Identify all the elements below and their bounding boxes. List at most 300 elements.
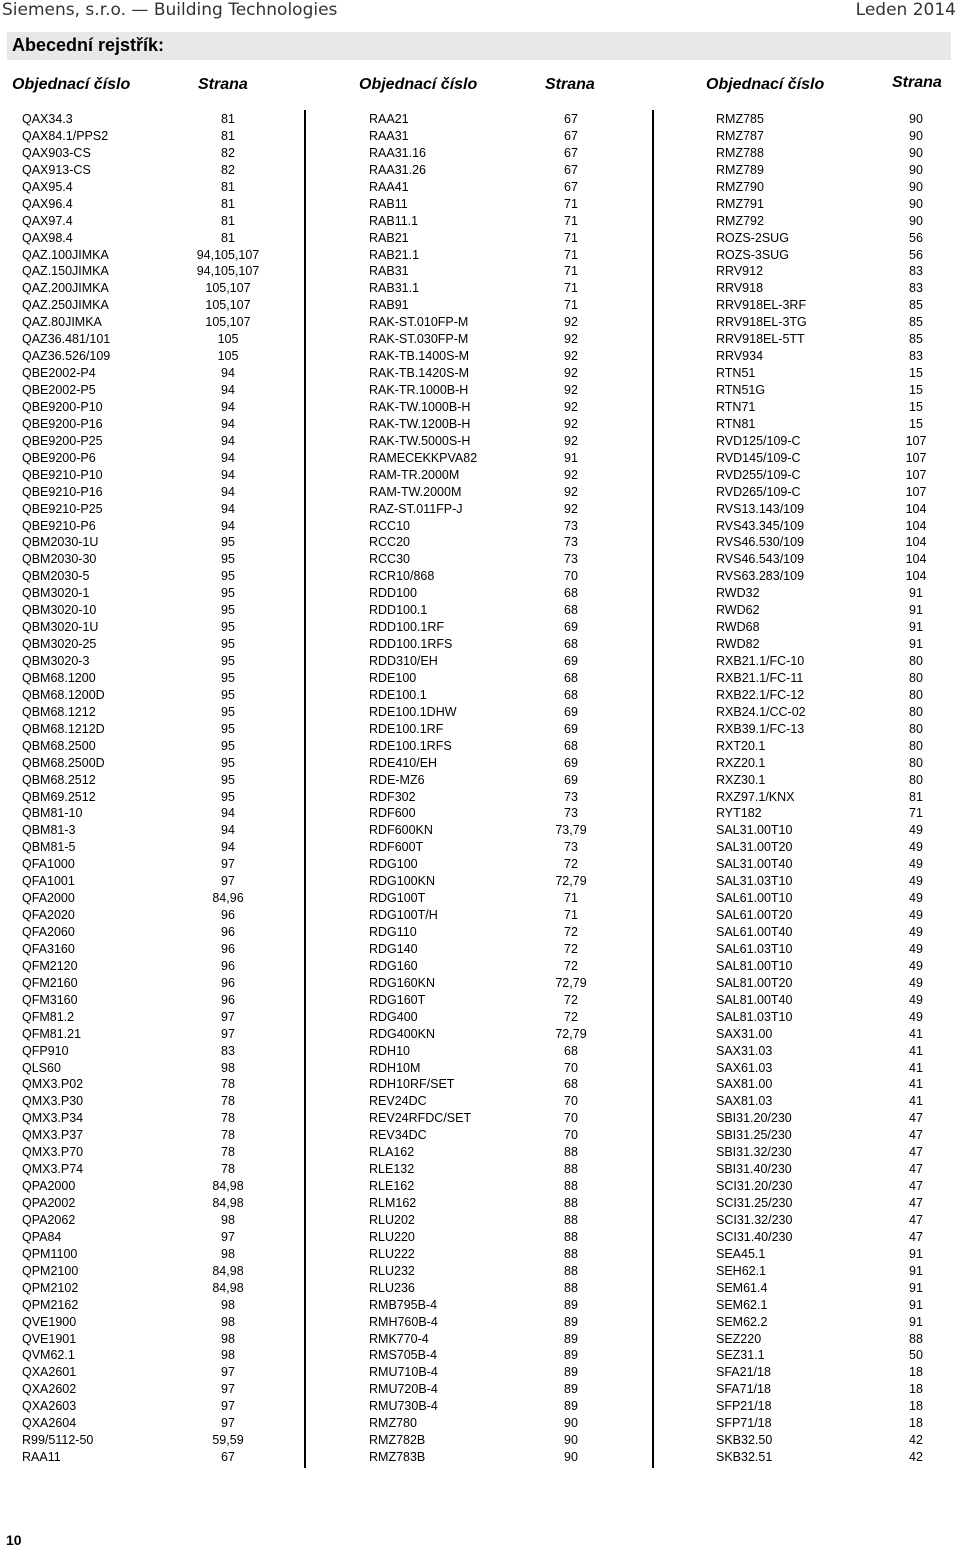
index-row	[369, 1144, 649, 1161]
index-column-1	[22, 111, 302, 1466]
page-reference: 41	[909, 1060, 923, 1075]
page-reference: 95	[221, 704, 235, 719]
index-row	[22, 1229, 302, 1246]
order-number: QPA84	[22, 1229, 62, 1244]
order-number: RRV918EL-3RF	[716, 298, 807, 313]
order-number: QFM2160	[22, 975, 78, 990]
order-number: QAX96.4	[22, 196, 73, 211]
index-row	[716, 1415, 956, 1432]
order-number: RDD100	[369, 586, 417, 601]
order-number: RRV934	[716, 349, 764, 364]
order-number: QBM3020-3	[22, 654, 90, 668]
index-row	[369, 331, 649, 348]
order-number: SFP21/18	[716, 1399, 772, 1414]
page-reference: 47	[909, 1162, 923, 1177]
page-reference: 95	[221, 620, 235, 635]
page-reference: 91	[909, 586, 923, 601]
order-number: QPM2102	[22, 1280, 79, 1295]
order-number: SAL81.00T20	[716, 975, 793, 990]
order-number: RDG100KN	[369, 874, 435, 889]
index-row	[369, 704, 649, 721]
order-number: RDE100.1DHW	[369, 704, 457, 719]
index-row	[22, 162, 302, 179]
page-reference: 67	[564, 128, 578, 143]
order-number: RTN51G	[716, 383, 766, 397]
order-number: RAK-ST.010FP-M	[369, 315, 469, 330]
order-number: RAM-TR.2000M	[369, 467, 460, 482]
order-number: SEZ220	[716, 1331, 762, 1346]
index-row	[716, 992, 956, 1009]
order-number: QMX3.P02	[22, 1077, 84, 1092]
page-reference: 84,98	[212, 1263, 244, 1278]
index-row	[22, 602, 302, 619]
page-reference: 88	[564, 1280, 578, 1295]
page-reference: 81	[221, 196, 235, 211]
index-row	[22, 1246, 302, 1263]
index-row	[716, 890, 956, 907]
order-number: RDG100T	[369, 891, 426, 906]
page-reference: 84,96	[212, 891, 244, 906]
index-row	[716, 1127, 956, 1144]
page-reference: 18	[909, 1399, 923, 1414]
order-number: QFA2060	[22, 925, 75, 939]
page-reference: 80	[909, 755, 923, 770]
index-row	[369, 1331, 649, 1348]
index-row	[716, 1314, 956, 1331]
page-reference: 81	[221, 213, 235, 228]
order-number: RLE132	[369, 1162, 415, 1177]
page-reference: 49	[909, 891, 923, 906]
page-reference: 42	[909, 1450, 923, 1465]
page-reference: 78	[221, 1111, 235, 1126]
order-number: QBM81-10	[22, 806, 83, 821]
column-header-page-2: Strana	[545, 76, 595, 93]
page-reference: 83	[909, 281, 923, 296]
page-reference: 92	[564, 315, 578, 330]
order-number: SEM61.4	[716, 1280, 768, 1295]
index-row	[716, 365, 956, 382]
index-row	[22, 1043, 302, 1060]
index-row	[22, 1009, 302, 1026]
order-number: QAZ36.526/109	[22, 349, 111, 364]
order-number: RDG400	[369, 1009, 418, 1024]
index-row	[716, 551, 956, 568]
index-row	[369, 1415, 649, 1432]
order-number: QMX3.P74	[22, 1162, 84, 1177]
order-number: RAB21.1	[369, 247, 420, 262]
index-row	[22, 213, 302, 230]
page-reference: 68	[564, 586, 578, 601]
index-row	[22, 890, 302, 907]
page-reference: 97	[221, 1382, 235, 1397]
index-row	[369, 1043, 649, 1060]
index-row	[716, 1212, 956, 1229]
order-number: QMX3.P70	[22, 1145, 84, 1160]
page-reference: 94	[221, 840, 235, 855]
index-row	[716, 1093, 956, 1110]
order-number: SAX81.03	[716, 1094, 773, 1109]
page-reference: 78	[221, 1162, 235, 1177]
page-reference: 95	[221, 535, 235, 550]
index-row	[22, 1026, 302, 1043]
order-number: SAL61.00T10	[716, 891, 793, 906]
order-number: RDG100	[369, 857, 418, 872]
index-row	[369, 1297, 649, 1314]
index-row	[369, 1263, 649, 1280]
index-row	[716, 450, 956, 467]
index-row	[22, 1161, 302, 1178]
page-reference: 80	[909, 721, 923, 736]
order-number: RXB24.1/CC-02	[716, 704, 806, 719]
order-number: SBI31.20/230	[716, 1111, 792, 1126]
page-reference: 69	[564, 721, 578, 736]
order-number: RRV918EL-3TG	[716, 315, 807, 330]
page-reference: 67	[564, 179, 578, 194]
page-reference: 49	[909, 857, 923, 872]
order-number: QXA2604	[22, 1416, 77, 1431]
index-row	[369, 518, 649, 535]
order-number: RXT20.1	[716, 738, 766, 753]
order-number: QAZ.250JIMKA	[22, 298, 109, 313]
index-row	[369, 1212, 649, 1229]
page-reference: 18	[909, 1416, 923, 1431]
index-row	[22, 1347, 302, 1364]
index-row	[369, 1449, 649, 1466]
page-reference: 69	[564, 755, 578, 770]
index-row	[716, 1060, 956, 1077]
index-row	[22, 111, 302, 128]
page-reference: 96	[221, 975, 235, 990]
page-reference: 97	[221, 1009, 235, 1024]
order-number: RXB22.1/FC-12	[716, 687, 805, 702]
index-row	[369, 805, 649, 822]
index-row	[716, 1297, 956, 1314]
order-number: QBM68.1212	[22, 704, 96, 719]
index-row	[716, 1009, 956, 1026]
order-number: QPA2062	[22, 1212, 76, 1227]
order-number: SAL81.00T40	[716, 992, 793, 1007]
page-reference: 78	[221, 1145, 235, 1160]
index-row	[369, 501, 649, 518]
order-number: QAZ.150JIMKA	[22, 264, 109, 279]
order-number: RLA162	[369, 1145, 415, 1160]
order-number: RWD62	[716, 603, 760, 618]
order-number: RDG160T	[369, 992, 426, 1007]
index-row	[716, 297, 956, 314]
index-row	[22, 263, 302, 280]
order-number: RAK-TB.1400S-M	[369, 349, 470, 364]
page-reference: 73	[564, 518, 578, 533]
index-row	[716, 263, 956, 280]
page-reference: 105	[217, 349, 239, 364]
page-reference: 94	[221, 366, 235, 381]
page-reference: 94	[221, 416, 235, 431]
order-number: QBM68.2500D	[22, 755, 105, 770]
order-number: QBE9210-P16	[22, 484, 103, 499]
page-reference: 95	[221, 687, 235, 702]
index-row	[369, 670, 649, 687]
order-number: QBM68.2500	[22, 738, 96, 753]
page-reference: 104	[905, 569, 927, 584]
index-row	[22, 1381, 302, 1398]
page-reference: 88	[564, 1196, 578, 1210]
order-number: RMU730B-4	[369, 1399, 438, 1414]
index-row	[716, 484, 956, 501]
index-row	[716, 602, 956, 619]
index-row	[369, 162, 649, 179]
page-reference: 88	[564, 1246, 578, 1261]
page-reference: 73	[564, 806, 578, 821]
page-reference: 94	[221, 383, 235, 397]
index-row	[369, 772, 649, 789]
order-number: RRV912	[716, 264, 764, 279]
page-reference: 97	[221, 1365, 235, 1380]
page-reference: 91	[564, 450, 578, 465]
page-reference: 85	[909, 298, 923, 313]
order-number: SAX31.03	[716, 1043, 773, 1058]
index-row	[369, 975, 649, 992]
page-reference: 88	[564, 1263, 578, 1278]
order-number: QMX3.P30	[22, 1094, 84, 1109]
index-row	[716, 856, 956, 873]
page-reference: 69	[564, 620, 578, 635]
column-divider-1	[304, 110, 306, 1468]
index-row	[716, 1331, 956, 1348]
page-reference: 49	[909, 975, 923, 990]
page-reference: 91	[909, 1263, 923, 1278]
page-reference: 96	[221, 941, 235, 956]
index-row	[22, 839, 302, 856]
index-row	[22, 1280, 302, 1297]
page-reference: 97	[221, 857, 235, 872]
index-row	[22, 992, 302, 1009]
page-reference: 91	[909, 1246, 923, 1261]
order-number: RAA31.16	[369, 145, 426, 160]
page-reference: 92	[564, 467, 578, 482]
order-number: SBI31.25/230	[716, 1128, 792, 1143]
page-reference: 89	[564, 1365, 578, 1380]
order-number: RMS705B-4	[369, 1348, 438, 1363]
order-number: SKB32.50	[716, 1433, 773, 1448]
order-number: QXA2603	[22, 1399, 77, 1414]
index-row	[22, 924, 302, 941]
order-number: REV24RFDC/SET	[369, 1111, 472, 1126]
page-reference: 105,107	[205, 298, 251, 313]
index-row	[716, 1178, 956, 1195]
page-reference: 97	[221, 874, 235, 889]
index-row	[22, 1178, 302, 1195]
order-number: RVS13.143/109	[716, 501, 805, 516]
order-number: QFM81.2	[22, 1009, 75, 1024]
order-number: RMZ792	[716, 213, 764, 228]
index-row	[22, 1076, 302, 1093]
index-row	[716, 416, 956, 433]
order-number: SAL81.03T10	[716, 1009, 793, 1024]
page-reference: 49	[909, 1009, 923, 1024]
order-number: RLU220	[369, 1229, 415, 1244]
index-row	[369, 1280, 649, 1297]
page-reference: 88	[564, 1162, 578, 1177]
index-row	[22, 619, 302, 636]
index-row	[716, 924, 956, 941]
page-reference: 94	[221, 433, 235, 448]
index-row	[369, 738, 649, 755]
page-reference: 80	[909, 704, 923, 719]
page-reference: 96	[221, 992, 235, 1007]
company-header: Siemens, s.r.o. — Building Technologies	[2, 0, 338, 20]
order-number: SEH62.1	[716, 1263, 767, 1278]
index-row	[716, 873, 956, 890]
page-reference: 90	[909, 112, 923, 126]
page-reference: 71	[564, 891, 578, 906]
page-reference: 47	[909, 1128, 923, 1143]
page-reference: 89	[564, 1382, 578, 1397]
index-row	[22, 1212, 302, 1229]
page-reference: 90	[909, 145, 923, 160]
order-number: SAL61.00T40	[716, 925, 793, 939]
page-reference: 69	[564, 772, 578, 787]
order-number: RAK-TB.1420S-M	[369, 366, 470, 381]
page-reference: 94	[221, 806, 235, 821]
index-row	[369, 721, 649, 738]
order-number: RXZ30.1	[716, 772, 766, 787]
order-number: QLS60	[22, 1060, 61, 1075]
order-number: RDF600	[369, 806, 416, 821]
index-row	[716, 789, 956, 806]
order-number: QAX95.4	[22, 179, 73, 194]
page-reference: 88	[564, 1212, 578, 1227]
order-number: RAK-ST.030FP-M	[369, 332, 469, 347]
page-reference: 95	[221, 772, 235, 787]
order-number: RCC30	[369, 552, 410, 567]
order-number: RDD100.1RF	[369, 620, 445, 635]
order-number: QBM2030-30	[22, 552, 97, 567]
index-row	[369, 365, 649, 382]
order-number: RRV918EL-5TT	[716, 332, 805, 347]
page-reference: 81	[909, 789, 923, 804]
order-number: RWD68	[716, 620, 760, 635]
column-header-code-2: Objednací číslo	[359, 76, 478, 93]
order-number: RVS46.530/109	[716, 535, 805, 550]
order-number: QPM2162	[22, 1297, 79, 1312]
index-row	[716, 958, 956, 975]
page-reference: 73	[564, 552, 578, 567]
order-number: RMZ780	[369, 1416, 417, 1431]
index-row	[22, 1331, 302, 1348]
index-row	[369, 755, 649, 772]
index-row	[22, 873, 302, 890]
page-reference: 90	[909, 128, 923, 143]
order-number: RTN71	[716, 399, 756, 414]
order-number: QFP910	[22, 1043, 69, 1058]
order-number: RAB31	[369, 264, 409, 279]
page-reference: 95	[221, 789, 235, 804]
order-number: QBM3020-25	[22, 637, 97, 652]
page-reference: 94	[221, 450, 235, 465]
page-reference: 91	[909, 1314, 923, 1329]
index-row	[22, 772, 302, 789]
index-row	[716, 467, 956, 484]
index-row	[369, 1381, 649, 1398]
page-reference: 95	[221, 637, 235, 652]
page-reference: 98	[221, 1246, 235, 1261]
order-number: QBE9210-P6	[22, 518, 96, 533]
page-reference: 72	[564, 857, 578, 872]
index-row	[369, 1347, 649, 1364]
page-reference: 98	[221, 1314, 235, 1329]
order-number: QBE9200-P25	[22, 433, 103, 448]
index-row	[22, 1398, 302, 1415]
page-reference: 72,79	[555, 1026, 587, 1041]
page-reference: 95	[221, 721, 235, 736]
order-number: SEM62.1	[716, 1297, 768, 1312]
order-number: RAK-TR.1000B-H	[369, 383, 469, 397]
page-reference: 105	[217, 332, 239, 347]
order-number: RDE-MZ6	[369, 772, 425, 787]
index-row	[22, 738, 302, 755]
page-reference: 92	[564, 484, 578, 499]
page-reference: 94	[221, 399, 235, 414]
order-number: SAX31.00	[716, 1026, 773, 1041]
page-reference: 82	[221, 145, 235, 160]
page-reference: 96	[221, 925, 235, 939]
order-number: SAX81.00	[716, 1077, 773, 1092]
order-number: RXB21.1/FC-11	[716, 670, 804, 685]
page-reference: 94	[221, 823, 235, 838]
index-row	[716, 670, 956, 687]
order-number: RMZ785	[716, 112, 764, 126]
order-number: QBE2002-P5	[22, 383, 96, 397]
index-row	[369, 1178, 649, 1195]
index-row	[22, 856, 302, 873]
order-number: RVS46.543/109	[716, 552, 805, 567]
order-number: RVD265/109-C	[716, 484, 801, 499]
index-row	[716, 941, 956, 958]
page-reference: 92	[564, 399, 578, 414]
index-row	[716, 687, 956, 704]
index-row	[716, 314, 956, 331]
index-row	[716, 162, 956, 179]
order-number: RAB11.1	[369, 213, 419, 228]
page-reference: 104	[905, 535, 927, 550]
index-row	[716, 1398, 956, 1415]
page-reference: 49	[909, 941, 923, 956]
page-reference: 81	[221, 112, 235, 126]
order-number: QMX3.P37	[22, 1128, 84, 1143]
index-row	[716, 619, 956, 636]
page-reference: 83	[909, 264, 923, 279]
index-row	[716, 280, 956, 297]
page-reference: 67	[564, 112, 578, 126]
index-row	[716, 331, 956, 348]
order-number: QBM2030-5	[22, 569, 90, 584]
index-row	[22, 1144, 302, 1161]
index-row	[369, 941, 649, 958]
order-number: SAL61.03T10	[716, 941, 793, 956]
order-number: QAZ.200JIMKA	[22, 281, 109, 296]
page-reference: 68	[564, 687, 578, 702]
order-number: RRV918	[716, 281, 764, 296]
page-reference: 73,79	[555, 823, 587, 838]
order-number: QVE1901	[22, 1331, 77, 1346]
page-reference: 97	[221, 1399, 235, 1414]
order-number: RAA31	[369, 128, 409, 143]
page-reference: 73	[564, 535, 578, 550]
page-reference: 70	[564, 1128, 578, 1143]
page-reference: 94	[221, 501, 235, 516]
order-number: SAL81.00T10	[716, 958, 793, 973]
index-row	[369, 839, 649, 856]
